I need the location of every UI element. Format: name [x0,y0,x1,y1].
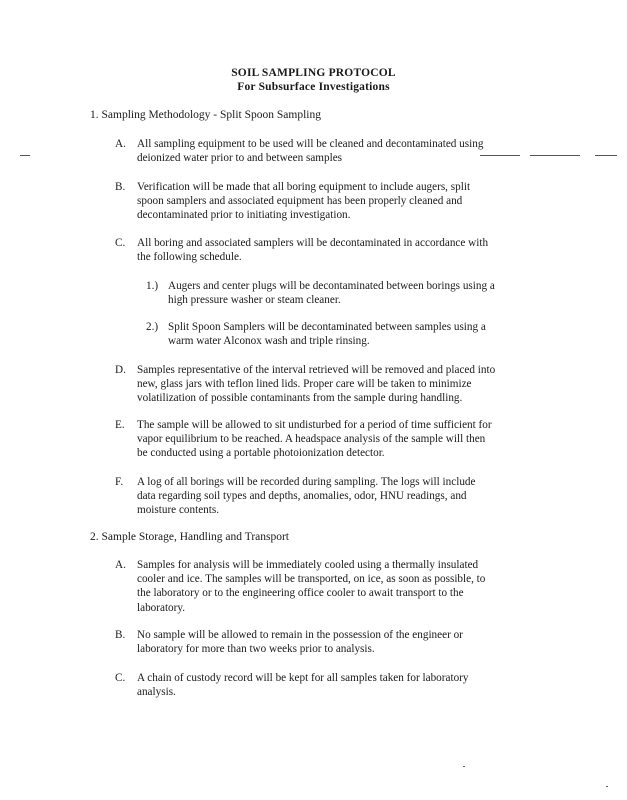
item-text: All boring and associated samplers will be decontaminated in accordance with the following schedule. [137,237,489,264]
item-marker: D. [115,364,126,376]
item-marker: F. [115,476,124,488]
item-marker: 2.) [146,321,159,333]
document-title: SOIL SAMPLING PROTOCOL [231,67,396,79]
item-marker: E. [115,419,125,431]
item-text: Split Spoon Samplers will be decontaminated between samples using a warm water Alconox wash and triple rinsing. [168,321,486,348]
item-text: No sample will be allowed to remain in the possession of the engineer or laboratory for more than two weeks prior to analysis. [137,629,463,656]
item-text: Samples representative of the interval retrieved will be removed and placed into new, glass jars with teflon lined lids. Proper care will be taken to minimize volatilization of possible contaminants from the sample during handling. [137,364,496,405]
item-marker: B. [115,181,126,193]
item-text: Augers and center plugs will be decontaminated between borings using a high pressure washer or steam cleaner. [168,280,495,307]
scan-artifact [530,155,580,156]
document-subtitle: For Subsurface Investigations [237,81,390,93]
scan-artifact [480,155,520,156]
item-marker: A. [115,559,126,571]
item-text: A log of all borings will be recorded during sampling. The logs will include data regarding soil types and depths, anomalies, odor, HNU readings, and moisture contents. [137,476,476,517]
scan-artifact [595,155,617,156]
item-text: All sampling equipment to be used will be cleaned and decontaminated using deionized water prior to and between samples [137,138,484,165]
item-text: Samples for analysis will be immediately cooled using a thermally insulated cooler and ice. The samples will be transported, on ice, as soon as possible, to the laboratory or to the engineering office cooler to await transport to the laboratory. [137,559,486,614]
item-marker: A. [115,138,126,150]
section-heading-sample-storage: 2. Sample Storage, Handling and Transport [90,531,289,543]
item-marker: 1.) [146,280,159,292]
scan-artifact [606,786,608,787]
scan-artifact [20,155,30,156]
section-heading-sampling-methodology: 1. Sampling Methodology - Split Spoon Sampling [90,109,321,121]
scan-artifact [463,766,465,767]
item-text: The sample will be allowed to sit undisturbed for a period of time sufficient for vapor equilibrium to be reached. A headspace analysis of the sample will then be conducted using a portable photoionization detector. [137,419,492,460]
item-text: A chain of custody record will be kept for all samples taken for laboratory analysis. [137,672,469,699]
item-marker: B. [115,629,126,641]
item-marker: C. [115,237,126,249]
item-marker: C. [115,672,126,684]
item-text: Verification will be made that all boring equipment to include augers, split spoon samplers and associated equipment has been properly cleaned and decontaminated prior to initiating investigation. [137,181,471,222]
